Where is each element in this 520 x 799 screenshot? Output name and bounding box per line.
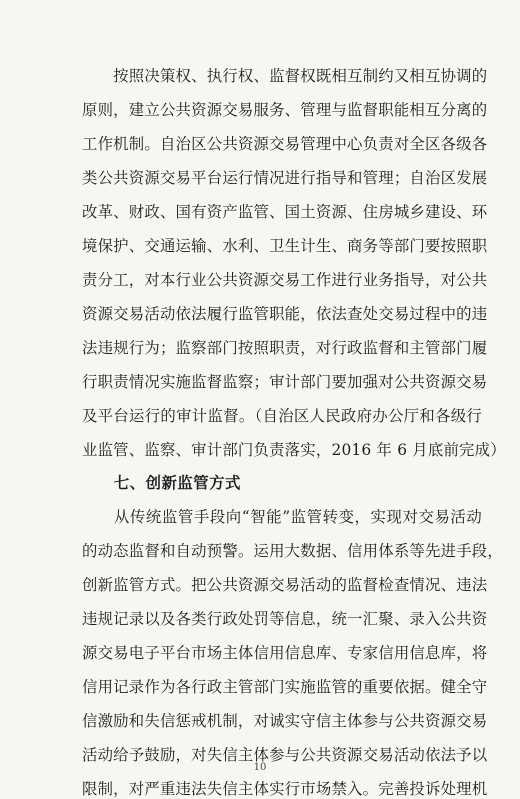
paragraph-line: 创新监管方式。把公共资源交易活动的监督检查情况、违法 bbox=[82, 576, 488, 594]
paragraph-line: 境保护、交通运输、水利、卫生计生、商务等部门要按照职 bbox=[82, 237, 488, 255]
paragraph-line: 行职责情况实施监督监察；审计部门要加强对公共资源交易 bbox=[82, 373, 488, 391]
paragraph-line: 限制，对严重违法失信主体实行市场禁入。完善投诉处理机 bbox=[82, 780, 488, 798]
paragraph-line: 类公共资源交易平台运行情况进行指导和管理；自治区发展 bbox=[82, 169, 488, 187]
paragraph-line: 业监管、监察、审计部门负责落实，2016 年 6 月底前完成） bbox=[82, 441, 506, 459]
paragraph-line: 法违规行为；监察部门按照职责，对行政监督和主管部门履 bbox=[82, 339, 488, 357]
paragraph-line: 原则，建立公共资源交易服务、管理与监督职能相互分离的 bbox=[82, 101, 488, 119]
paragraph-line: 源交易电子平台市场主体信用信息库、专家信用信息库，将 bbox=[82, 644, 488, 662]
paragraph-line: 工作机制。自治区公共资源交易管理中心负责对全区各级各 bbox=[82, 135, 488, 153]
section-heading: 七、创新监管方式 bbox=[82, 474, 241, 492]
page-number: 10 bbox=[253, 762, 267, 773]
paragraph-line: 从传统监管手段向“智能”监管转变，实现对交易活动 bbox=[82, 508, 482, 526]
paragraph-line: 活动给予鼓励，对失信主体参与公共资源交易活动依法予以 bbox=[82, 746, 488, 764]
paragraph-line: 违规记录以及各类行政处罚等信息，统一汇聚、录入公共资 bbox=[82, 610, 488, 628]
paragraph-line: 信用记录作为各行政主管部门实施监管的重要依据。健全守 bbox=[82, 678, 488, 696]
paragraph-line: 改革、财政、国有资产监管、国土资源、住房城乡建设、环 bbox=[82, 203, 488, 221]
paragraph-line: 按照决策权、执行权、监督权既相互制约又相互协调的 bbox=[82, 67, 488, 85]
paragraph-line: 的动态监督和自动预警。运用大数据、信用体系等先进手段， bbox=[82, 542, 503, 560]
paragraph-line: 及平台运行的审计监督。（自治区人民政府办公厅和各级行 bbox=[82, 407, 482, 425]
paragraph-line: 信激励和失信惩戒机制，对诚实守信主体参与公共资源交易 bbox=[82, 712, 488, 730]
paragraph-line: 责分工，对本行业公共资源交易工作进行业务指导，对公共 bbox=[82, 271, 488, 289]
paragraph-line: 资源交易活动依法履行监管职能，依法查处交易过程中的违 bbox=[82, 305, 488, 323]
